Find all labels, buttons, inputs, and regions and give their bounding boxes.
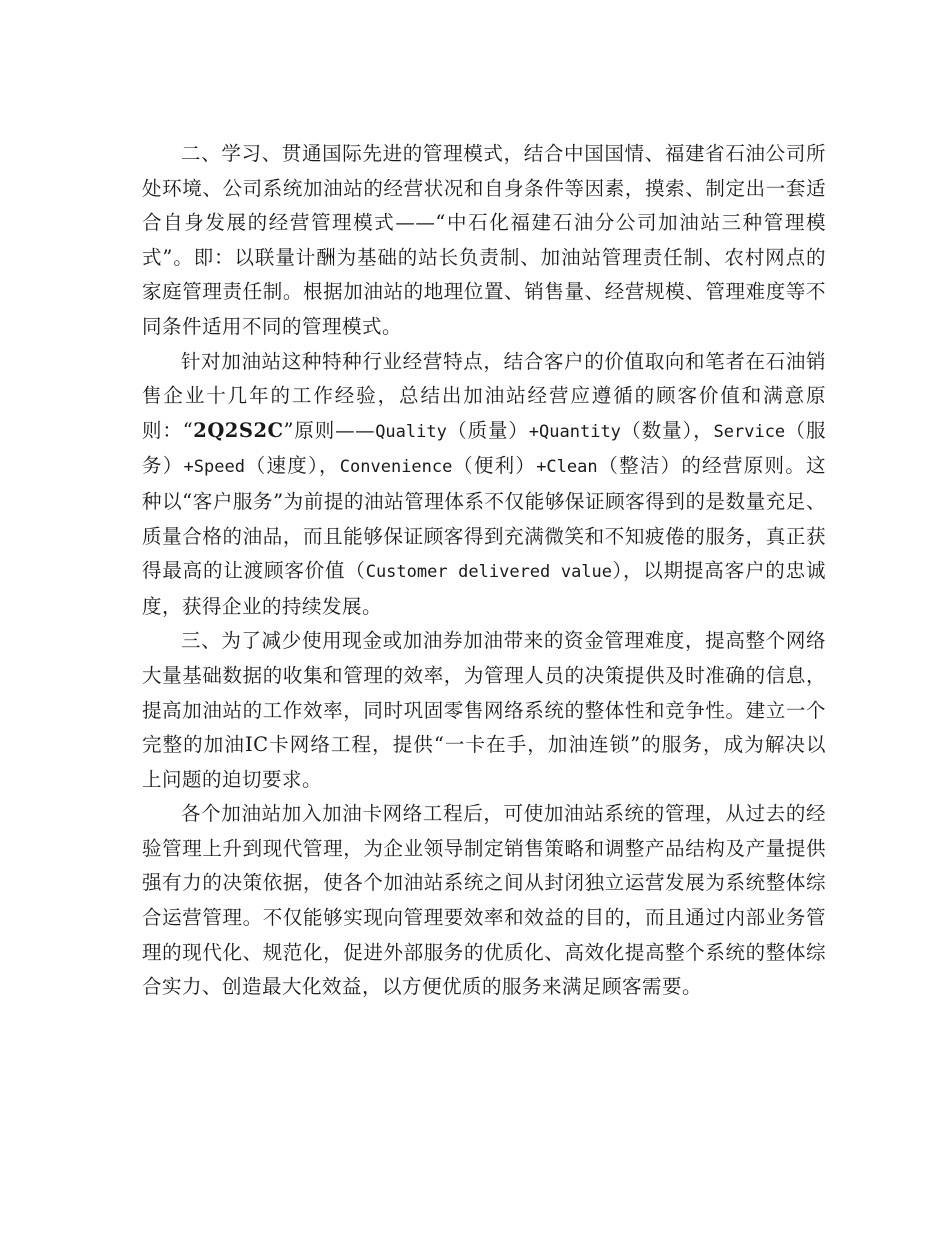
- paragraph-management-model: 二、学习、贯通国际先进的管理模式，结合中国国情、福建省石油公司所处环境、公司系统加油站的经营状况和自身条件等因素，摸索、制定出一套适合自身发展的经营管理模式——“中石化福建石油分公司加油站三种管理模式”。即：以联量计酬为基础的站长负责制、加油站管理责任制、农村网点的家庭管理责任制。根据加油站的地理位置、销售量、经营规模、管理难度等不同条件适用不同的管理模式。: [142, 142, 826, 338]
- text-segment: ），以期提高客户的忠诚度，获得企业的持续发展。: [142, 559, 826, 618]
- text-segment: 针对加油站这种特种行业经营特点，结合客户的价值取向和笔者在石油销售企业十几年的工作经验，总结出加油站经营应遵循的顾客价值和满意原则：“: [142, 349, 826, 442]
- term-convenience: Convenience: [339, 457, 453, 478]
- term-quality: Quality: [375, 421, 447, 442]
- paragraph-network-benefits: 各个加油站加入加油卡网络工程后，可使加油站系统的管理，从过去的经验管理上升到现代管理，为企业领导制定销售策略和调整产品结构及产量提供强有力的决策依据，使各个加油站系统之间从封闭独立运营发展为系统整体综合运营管理。不仅能够实现向管理要效率和效益的目的，而且通过内部业务管理的现代化、规范化，促进外部服务的优质化、高效化提高整个系统的整体综合实力、创造最大化效益，以方便优质的服务来满足顾客需要。: [142, 802, 826, 999]
- document-body: [142, 137, 826, 1005]
- principle-code: 2Q2S2C: [193, 418, 284, 442]
- text-segment: （质量）: [446, 418, 529, 442]
- text-segment: ”原则——: [283, 418, 376, 442]
- text-segment: （便利）: [452, 454, 537, 478]
- text-segment: （数量），: [620, 418, 714, 442]
- text-segment: （速度），: [244, 454, 340, 478]
- paragraph-ic-card-network: 三、为了减少使用现金或加油券加油带来的资金管理难度，提高整个网络大量基础数据的收集和管理的效率，为管理人员的决策提供及时准确的信息，提高加油站的工作效率，同时巩固零售网络系统的整体性和竞争性。建立一个完整的加油IC卡网络工程，提供“一卡在手，加油连锁”的服务，成为解决以上问题的迫切要求。: [142, 629, 826, 791]
- term-speed: +Speed: [183, 457, 245, 478]
- term-quantity: +Quantity: [528, 421, 621, 442]
- term-clean: +Clean: [536, 457, 598, 478]
- paragraph-2q2s2c-principle: [142, 345, 826, 625]
- text-segment: （整洁）的经营原则。这种以“客户服务”为前提的油站管理体系不仅能够保证顾客得到的是数量充足、质量合格的油品，而且能够保证顾客得到充满微笑和不知疲倦的服务，真正获得最高的让渡顾客价值（: [142, 454, 826, 583]
- term-customer-delivered-value: Customer delivered value: [365, 562, 613, 583]
- term-service: Service: [713, 421, 786, 442]
- text-segment: （服务）: [142, 418, 826, 478]
